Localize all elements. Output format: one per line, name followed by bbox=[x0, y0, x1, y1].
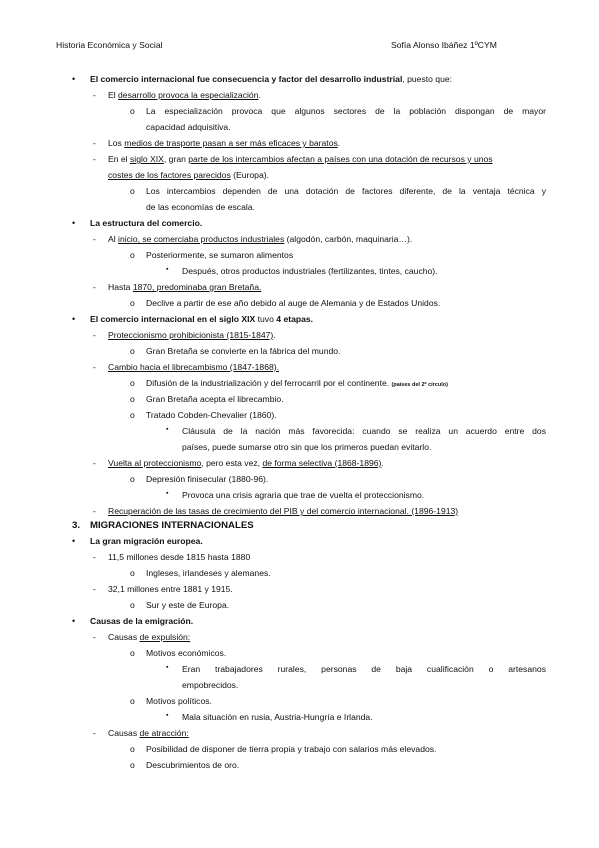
bullet-disc-marker: • bbox=[72, 314, 76, 324]
bullet-disc-marker: • bbox=[72, 74, 76, 84]
item-return-protectionism: Vuelta al proteccionismo, pero esta vez, de forma selectiva (1868-1896). bbox=[108, 458, 384, 468]
section-title: MIGRACIONES INTERNACIONALES bbox=[90, 520, 254, 531]
item-xix-century-2: costes de los factores parecidos (Europa). bbox=[108, 170, 269, 180]
sub-land-work: Posibilidad de disponer de tierra propia y trabajo con salarios más elevados. bbox=[146, 744, 437, 754]
circle-marker: o bbox=[130, 346, 135, 356]
circle-marker: o bbox=[130, 568, 135, 578]
dash-marker: - bbox=[93, 728, 96, 738]
item-pull-causes: Causas de atracción: bbox=[108, 728, 189, 738]
circle-marker: o bbox=[130, 378, 135, 388]
sub-decline: Declive a partir de ese año debido al auge de Alemania y de Estados Unidos. bbox=[146, 298, 441, 308]
dash-marker: - bbox=[93, 506, 96, 516]
dash-marker: - bbox=[93, 584, 96, 594]
circle-marker: o bbox=[130, 298, 135, 308]
circle-marker: o bbox=[130, 648, 135, 658]
subsub-workers-1: Eran trabajadores rurales, personas de baja cualificación o artesanos bbox=[182, 664, 546, 674]
circle-marker: o bbox=[130, 744, 135, 754]
dash-marker: - bbox=[93, 138, 96, 148]
header-right: Sofía Alonso Ibáñez 1ºCYM bbox=[391, 40, 497, 50]
bullet-disc-marker: • bbox=[72, 616, 76, 626]
item-britain-1870: Hasta 1870, predominaba gran Bretaña. bbox=[108, 282, 262, 292]
item-migration-1815: 11,5 millones desde 1815 hasta 1880 bbox=[108, 552, 251, 562]
square-marker: ▪ bbox=[166, 426, 169, 433]
bullet-great-migration: La gran migración europea. bbox=[90, 536, 203, 546]
subsub-most-favoured-2: países, puede sumarse otro sin que los primeros puedan evitarlo. bbox=[182, 442, 432, 452]
circle-marker: o bbox=[130, 394, 135, 404]
dash-marker: - bbox=[93, 632, 96, 642]
sub-britain-accepts: Gran Bretaña acepta el librecambio. bbox=[146, 394, 284, 404]
sub-exchanges-1: Los intercambios dependen de una dotación de factores diferente, de la ventaja técnica y bbox=[146, 186, 546, 196]
item-protectionism-prohibitionist: Proteccionismo prohibicionista (1815-1847). bbox=[108, 330, 276, 340]
item-specialization: El desarrollo provoca la especialización. bbox=[108, 90, 261, 100]
sub-political: Motivos políticos. bbox=[146, 696, 212, 706]
bullet-trade-structure: La estructura del comercio. bbox=[90, 218, 203, 228]
section-number: 3. bbox=[72, 520, 81, 531]
bullet-four-stages: El comercio internacional en el siglo XIX tuvo 4 etapas. bbox=[90, 314, 314, 324]
square-marker: ▪ bbox=[166, 490, 169, 497]
dash-marker: - bbox=[93, 154, 96, 164]
item-migration-1881: 32,1 millones entre 1881 y 1915. bbox=[108, 584, 233, 594]
sub-origins-2: Sur y este de Europa. bbox=[146, 600, 230, 610]
header-left: Historia Económica y Social bbox=[56, 40, 163, 50]
dash-marker: - bbox=[93, 458, 96, 468]
sub-gold: Descubrimientos de oro. bbox=[146, 760, 240, 770]
circle-marker: o bbox=[130, 600, 135, 610]
subsub-most-favoured-1: Cláusula de la nación más favorecida: cuando se realiza un acuerdo entre dos bbox=[182, 426, 546, 436]
subsub-agrarian-crisis: Provoca una crisis agraria que trae de vuelta el proteccionismo. bbox=[182, 490, 425, 500]
item-push-causes: Causas de expulsión: bbox=[108, 632, 191, 642]
item-free-trade: Cambio hacia el librecambismo (1847-1868). bbox=[108, 362, 280, 372]
item-transport: Los medios de trasporte pasan a ser más eficaces y baratos. bbox=[108, 138, 341, 148]
dash-marker: - bbox=[93, 552, 96, 562]
bullet-disc-marker: • bbox=[72, 536, 76, 546]
sub-specialization-2: capacidad adquisitiva. bbox=[146, 122, 231, 132]
square-marker: ▪ bbox=[166, 664, 169, 671]
sub-cobden-chevalier: Tratado Cobden-Chevalier (1860). bbox=[146, 410, 277, 420]
item-recovery: Recuperación de las tasas de crecimiento del PIB y del comercio internacional. (1896-1913) bbox=[108, 506, 459, 516]
dash-marker: - bbox=[93, 330, 96, 340]
sub-origins-1: Ingleses, irlandeses y alemanes. bbox=[146, 568, 271, 578]
subsub-other-products: Después, otros productos industriales (fertilizantes, tintes, caucho). bbox=[182, 266, 438, 276]
dash-marker: - bbox=[93, 362, 96, 372]
sub-exchanges-2: de las economías de escala. bbox=[146, 202, 255, 212]
dash-marker: - bbox=[93, 282, 96, 292]
circle-marker: o bbox=[130, 410, 135, 420]
circle-marker: o bbox=[130, 696, 135, 706]
circle-marker: o bbox=[130, 250, 135, 260]
dash-marker: - bbox=[93, 90, 96, 100]
dash-marker: - bbox=[93, 234, 96, 244]
bullet-causes: Causas de la emigración. bbox=[90, 616, 194, 626]
item-xix-century-1: En el siglo XIX, gran parte de los intercambios afectan a países con una dotación de recursos y unos bbox=[108, 154, 493, 164]
bullet-disc-marker: • bbox=[72, 218, 76, 228]
square-marker: ▪ bbox=[166, 266, 169, 273]
subsub-workers-2: empobrecidos. bbox=[182, 680, 239, 690]
item-industrial-products: Al inicio, se comerciaba productos industriales (algodón, carbón, maquinaria…). bbox=[108, 234, 413, 244]
sub-industrialization-diffusion: Difusión de la industrialización y del ferrocarril por el continente. (países del 2º círculo) bbox=[146, 378, 448, 388]
bullet-international-trade: El comercio internacional fue consecuencia y factor del desarrollo industrial, puesto que: bbox=[90, 74, 453, 84]
circle-marker: o bbox=[130, 106, 135, 116]
subsub-bad-situation: Mala situación en rusia, Austria-Hungría e Irlanda. bbox=[182, 712, 373, 722]
sub-economic: Motivos económicos. bbox=[146, 648, 227, 658]
sub-depression: Depresión finisecular (1880-96). bbox=[146, 474, 269, 484]
circle-marker: o bbox=[130, 186, 135, 196]
square-marker: ▪ bbox=[166, 712, 169, 719]
sub-food: Posteriormente, se sumaron alimentos bbox=[146, 250, 294, 260]
sub-specialization-1: La especialización provoca que algunos sectores de la población dispongan de mayor bbox=[146, 106, 546, 116]
circle-marker: o bbox=[130, 474, 135, 484]
circle-marker: o bbox=[130, 760, 135, 770]
sub-factory-world: Gran Bretaña se convierte en la fábrica del mundo. bbox=[146, 346, 341, 356]
